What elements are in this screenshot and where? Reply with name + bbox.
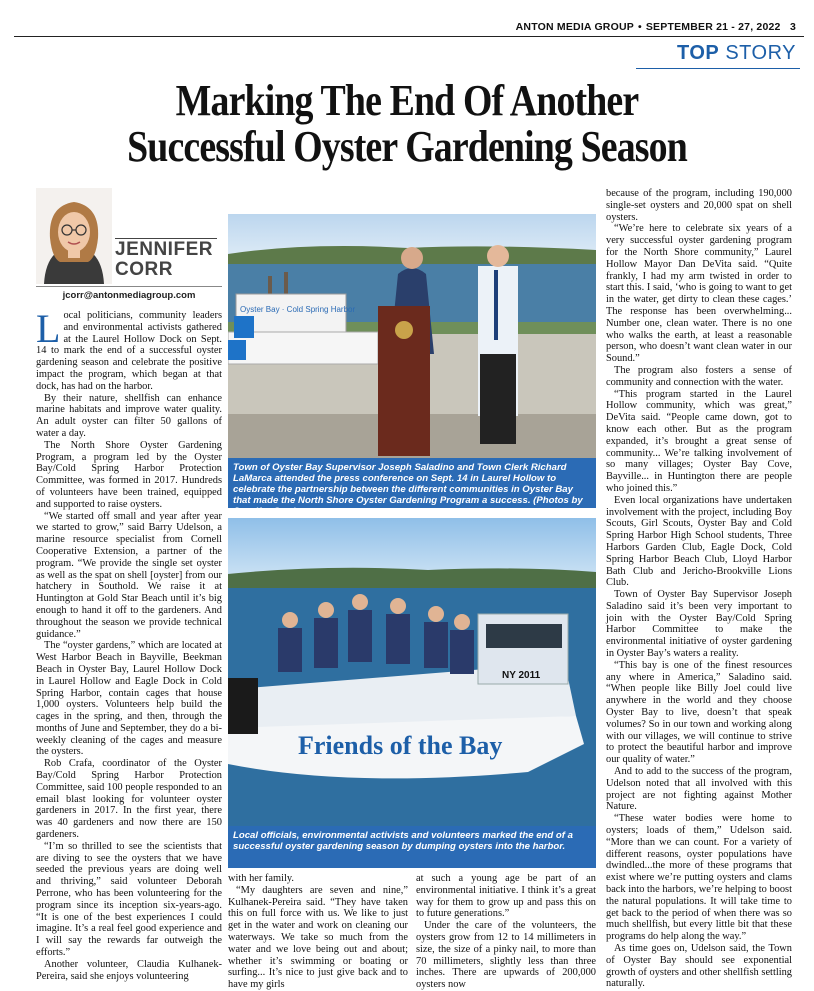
header-rule: [14, 36, 804, 37]
article-column-2: with her family. “My daughters are seven and nine,” Kulhanek-Pereira said. “They have taken this on full force with us. We like to just get in the water and work on cleaning our waterways. We take so much from the water and we love being out and about; whether it’s swimming or boating or surfing... It’s nice to just give back and to have my girls: [228, 873, 408, 991]
author-rule: [36, 286, 222, 287]
headline-line-1: Marking The End Of Another: [175, 76, 639, 125]
photo-credit: (Photos by Jennifer Corr): [233, 495, 583, 517]
headline-line-2: Successful Oyster Gardening Season: [127, 122, 687, 171]
issue-date: SEPTEMBER 21 - 27, 2022: [645, 21, 781, 33]
author-name: JENNIFER CORR: [115, 239, 213, 280]
article-column-1: Local politicians, community leaders and environmental activists gathered at the Laurel Hollow Dock on Sept. 14 to mark the end of a successful oyster gardening season and celebrate the positive impact the program, which began at that dock, has had on the harbor. By their nature, shellfish can enhance marine habitats and improve water quality. An adult oyster can filter 50 gallons of water a day. The North Shore Oyster Gardening Program, a program led by the Oyster Bay/Cold Spring Harbor Protection Committee, was formed in 2017. Hundreds of volunteers have been trained, equipped and supported to raise oysters. “We started off small and year after year we started to grow,” said Barry Udelson, a marine resource specialist from Cornell Cooperative Extension, a partner of the program. “We provide the single set oyster as well as the spat on shell [oyster] from our hatchery in Southold. We raise it at Huntington at Gold Star Beach until it’s big enough to hand it off to the gardeners. And throughout the season we provide technical guidance.” The “oyster gardens,” which are located at West Harbor Beach in Bayville, Beekman Beach in Oyster Bay, Laurel Hollow Dock in Laurel Hollow and Eagle Dock in Cold Spring Harbor, contain cages that house 1,000 oysters. Volunteers help build the cages in the spring, and then, through the months of June and September, they do a bi-weekly cleaning of the cages and measure the oysters. Rob Crafa, coordinator of the Oyster Bay/Cold Spring Harbor Protection Committee, said 100 people responded to an email blast looking for volunteer oyster gardeners in 2017. In the first year, there was 40 gardeners and now there are 150 gardeners. “I’m so thrilled to see the scientists that are diving to see the oysters that we have seeded the previous years are doing well and thriving,” said volunteer Deborah Perrone, who has been volunteering for the program since its inception six-years-ago. “It is one of the best experiences I could imagine. It’s a real feel good experience and I will say the rewards far outweigh the efforts.” Another volunteer, Claudia Kulhanek-Pereira, said she enjoys volunteering: [36, 306, 222, 982]
headline: [57, 78, 757, 170]
page-number: 3: [789, 21, 796, 33]
page-header: [0, 18, 814, 38]
boat-photo: [228, 518, 596, 826]
header-info: ANTON MEDIA GROUP • SEPTEMBER 21 - 27, 2022 3: [515, 21, 796, 33]
author-photo: [36, 188, 112, 284]
svg-text:Oyster Bay · Cold Spring Harbo: Oyster Bay · Cold Spring Harbor: [240, 305, 356, 314]
photo2-caption: Local officials, environmental activists and volunteers marked the end of a successful oyster gardening season by dumping oysters into the harbor.: [228, 826, 596, 868]
drop-cap: L: [36, 306, 61, 351]
section-rule: [636, 68, 800, 69]
section-label: TOP STORY: [676, 42, 796, 64]
article-column-3: at such a young age be part of an environmental initiative. I think it’s a great way for them to grow up and pass this on to future generations.” Under the care of the volunteers, the oysters grow from 12 to 14 millimeters in size, the size of a pinky nail, to more than 70 millimeters, slightly less than three inches. There are upwards of 200,000 oysters now: [416, 873, 596, 991]
author-email[interactable]: jcorr@antonmediagroup.com: [62, 290, 196, 301]
article-column-4: because of the program, including 190,000 single-set oysters and 20,000 spat on shell oysters. “We’re here to celebrate six years of a very successful oyster gardening program for the North Shore community,” Laurel Hollow Mayor Dan DeVita said. “Quite frankly, I had my arm twisted in order to start this. I said, ‘who is going to want to get in the water, get dirty to clean these cages.’ The response has been overwhelming... Number one, clean water. There is no one who walks the earth, at least a reasonable person, who doesn’t want clean water in our Sound.” The program also fosters a sense of community and connection with the water. “This program started in the Laurel Hollow community, which was great,” DeVita said. “People came down, got to know each other. But as the program expanded, it’s brought a great sense of community... We’re talking involvement of so many villages; Oyster Bay Cove, Bayville... in Huntington there are people who joined this.” Even local organizations have undertaken involvement with the project, including Boy Scouts, Girl Scouts, Oyster Bay and Cold Spring Harbor High School students, Three Harbors Garden Club, Eagle Dock, Cold Spring Harbor Beach Club, Lloyd Harbor Bath Club and Jericho-Brookville Lions Club. Town of Oyster Bay Supervisor Joseph Saladino said it’s been very important to join with the Oyster Bay/Cold Spring Harbor Committee to make the environmental initiative of oyster gardening in Oyster Bay’s waters a reality. “This bay is one of the finest resources any where in America,” Saladino said. “When people like Billy Joel could live anywhere in the world and they choose Oyster Bay to live, doesn’t that speak volumes? So in our town and working along with our villages, we will continue to strive to protect the beautiful harbor and improve our quality of water.” And to add to the success of the program, Udelson noted that all involved with this project are not fighting against Mother Nature. “These water bodies were home to oysters; loads of them,” Udelson said. “More than we can count. For a variety of different reasons, oyster populations have dwindled...the more of these programs that exist where we’re putting oysters and clams back into the harbors, we’re helping to boost the natural populations. It will take time to get back to the period of when there was so much shellfish, but every little bit that these programs do help along the way.” As time goes on, Udelson said, the Town of Oyster Bay should see exponential growth of oysters and other shellfish settling naturally.: [606, 188, 792, 990]
svg-text:Friends of the Bay: Friends of the Bay: [298, 731, 503, 760]
publisher-name: ANTON MEDIA GROUP: [515, 21, 634, 33]
press-conference-photo: [228, 214, 596, 458]
photo1-caption: Town of Oyster Bay Supervisor Joseph Saladino and Town Clerk Richard LaMarca attended the press conference on Sept. 14 in Laurel Hollow to celebrate the partnership between the different communities in Oyster Bay that made the North Shore Oyster Gardening Program a success. (Photos by Jennifer Corr): [228, 458, 596, 508]
svg-text:NY 2011: NY 2011: [502, 670, 541, 681]
